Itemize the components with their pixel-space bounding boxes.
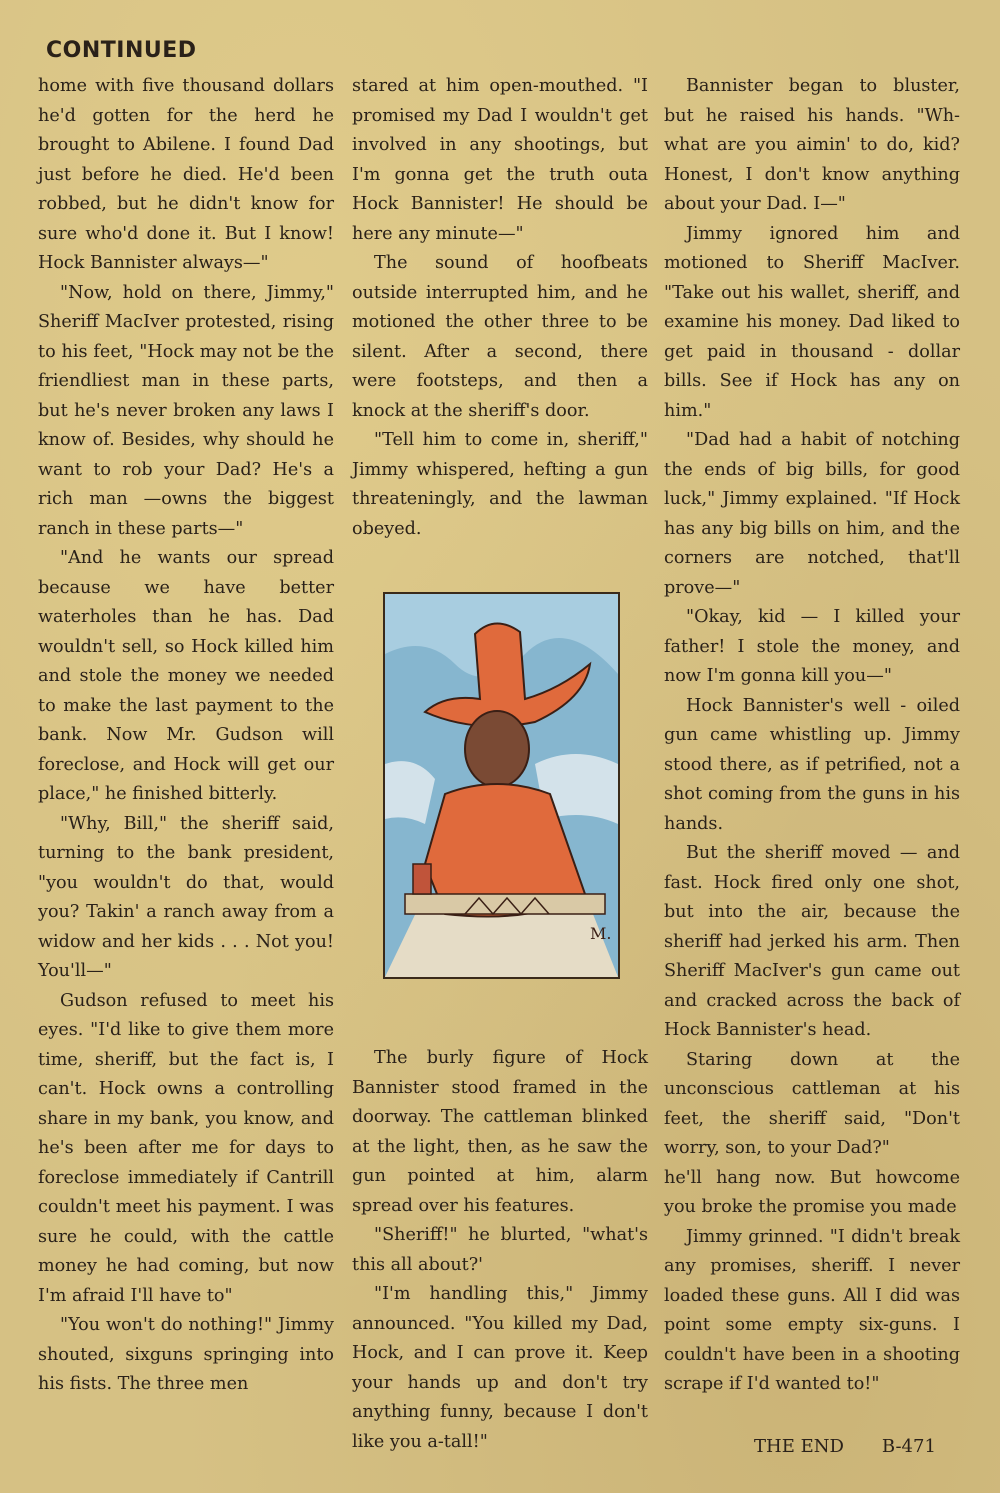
- paragraph: he'll hang now. But howcome you broke the promise you made: [664, 1167, 960, 1217]
- paragraph: Staring down at the unconscious cattleman at his feet, the sheriff said, "Don't worry, son, to your Dad?": [664, 1049, 960, 1158]
- page-code: B-471: [881, 1436, 936, 1457]
- paragraph: "Dad had a habit of notching the ends of big bills, for good luck," Jimmy explained. "If Hock has any big bills on him, and the corners are notched, that'll prove—": [664, 430, 960, 598]
- column-2-bottom: [352, 1044, 648, 1457]
- paragraph: "And he wants our spread because we have better waterholes than he has. Dad wouldn't sell, so Hock killed him and stole the money we needed to make the last payment to the bank. Now Mr. Gudson will foreclose, and Hock will get our place," he finished bitterly.: [38, 548, 334, 804]
- paragraph: Gudson refused to meet his eyes. "I'd like to give them more time, sheriff, but the fact is, I can't. Hock owns a controlling share in my bank, you know, and he's been after me for days to foreclose immediately if Cantrill couldn't meet his payment. I was sure he could, with the cattle money he had coming, but now I'm afraid I'll have to": [38, 990, 334, 1306]
- column-3: [664, 72, 960, 1400]
- paragraph: stared at him open-mouthed. "I promised my Dad I wouldn't get involved in any shootings, but I'm gonna get the truth outa Hock Bannister! He should be here any minute—": [352, 76, 648, 244]
- paragraph: "Why, Bill," the sheriff said, turning to the bank president, "you wouldn't do that, would you? Takin' a ranch away from a widow and her kids . . . Not you! You'll—": [38, 813, 334, 981]
- paragraph: "Sheriff!" he blurted, "what's this all about?': [352, 1225, 648, 1275]
- cowboy-illustration: [383, 592, 620, 979]
- paragraph: "I'm handling this," Jimmy announced. "You killed my Dad, Hock, and I can prove it. Keep your hands up and don't try anything funny, because I don't like you a-tall!": [352, 1284, 648, 1452]
- paragraph: home with five thousand dollars he'd gotten for the herd he brought to Abilene. I found Dad just before he died. He'd been robbed, but he didn't know for sure who'd done it. But I know! Hock Bannister always—": [38, 76, 334, 273]
- paragraph: Hock Bannister's well - oiled gun came whistling up. Jimmy stood there, as if petrified, not a shot coming from the guns in his hands.: [664, 695, 960, 834]
- paragraph: "Now, hold on there, Jimmy," Sheriff MacIver protested, rising to his feet, "Hock may not be the friendliest man in these parts, but he's never broken any laws I know of. Besides, why should he want to rob your Dad? He's a rich man —owns the biggest ranch in these parts—": [38, 282, 334, 539]
- paragraph: "You won't do nothing!" Jimmy shouted, sixguns springing into his fists. The three men: [38, 1315, 334, 1394]
- the-end-label: THE END: [754, 1436, 844, 1457]
- paragraph: "Tell him to come in, sheriff," Jimmy whispered, hefting a gun threateningly, and the lawman obeyed.: [352, 430, 648, 539]
- cowboy-drawing: [385, 594, 618, 977]
- paragraph: Bannister began to bluster, but he raised his hands. "Wh-what are you aimin' to do, kid? Honest, I don't know anything about your Dad. I—": [664, 76, 960, 214]
- paragraph: But the sheriff moved — and fast. Hock fired only one shot, but into the air, because the sheriff had jerked his arm. Then Sheriff MacIver's gun came out and cracked across the back of Hock Bannister's head.: [664, 843, 960, 1040]
- column-2-top: [352, 72, 648, 544]
- column-1: [38, 72, 334, 1400]
- footer: [754, 1436, 936, 1457]
- paragraph: "Okay, kid — I killed your father! I stole the money, and now I'm gonna kill you—": [664, 607, 960, 686]
- paragraph: The sound of hoofbeats outside interrupted him, and he motioned the other three to be silent. After a second, there were footsteps, and then a knock at the sheriff's door.: [352, 253, 648, 421]
- artist-signature: M.: [590, 924, 612, 943]
- continued-header: CONTINUED: [46, 38, 197, 63]
- paragraph: Jimmy grinned. "I didn't break any promises, sheriff. I never loaded these guns. All I did was point some empty six-guns. I couldn't have been in a shooting scrape if I'd wanted to!": [664, 1226, 960, 1394]
- paragraph: Jimmy ignored him and motioned to Sheriff MacIver. "Take out his wallet, sheriff, and examine his money. Dad liked to get paid in thousand - dollar bills. See if Hock has any on him.": [664, 223, 960, 421]
- paragraph: The burly figure of Hock Bannister stood framed in the doorway. The cattleman blinked at the light, then, as he saw the gun pointed at him, alarm spread over his features.: [352, 1048, 648, 1216]
